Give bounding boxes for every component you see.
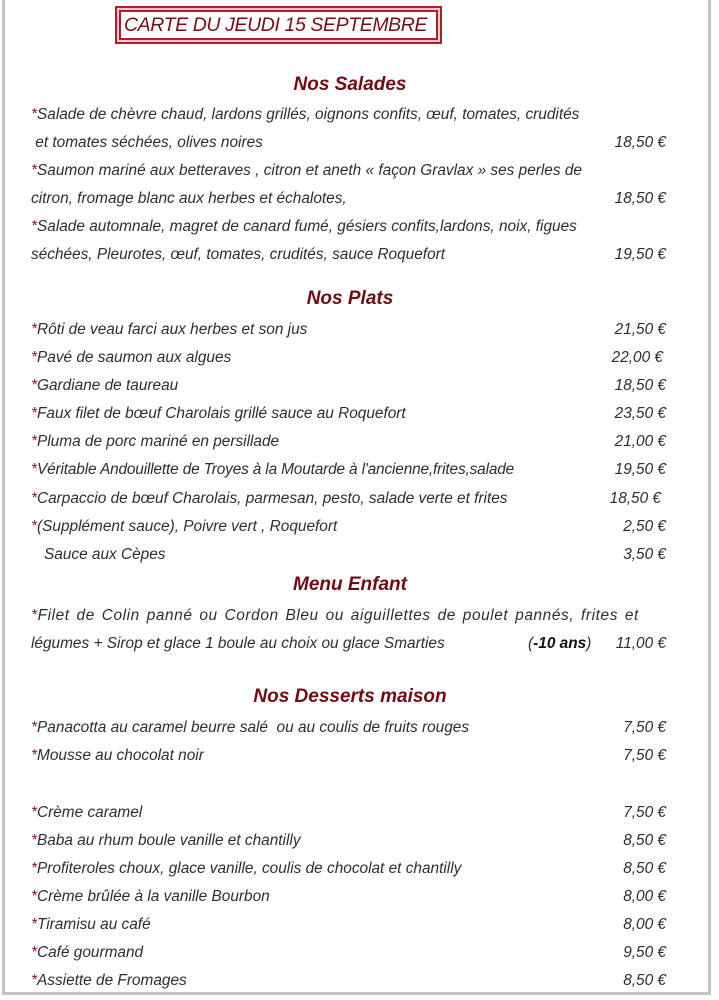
bullet-asterisk: * — [31, 888, 37, 905]
item-price: 9,50 € — [623, 944, 666, 961]
item-name-cont: citron, fromage blanc aux herbes et échalotes, — [31, 190, 347, 207]
bullet-asterisk: * — [31, 972, 37, 989]
item-price: 7,50 € — [623, 719, 666, 736]
item-price: 18,50 € — [614, 134, 666, 151]
item-name: Sauce aux Cèpes — [44, 546, 166, 563]
menu-title: CARTE DU JEUDI 15 SEPTEMBRE — [124, 13, 428, 36]
item-name: Pluma de porc mariné en persillade — [37, 433, 280, 450]
section-heading-salades: Nos Salades — [293, 74, 407, 95]
menu-item-salade-automnale — [31, 213, 671, 241]
item-price: 21,00 € — [614, 433, 666, 450]
bullet-asterisk: * — [31, 106, 37, 123]
item-name: Salade de chèvre chaud, lardons grillés, oignons confits, œuf, tomates, crudités — [37, 106, 580, 123]
bullet-asterisk: * — [31, 944, 37, 961]
menu-item-pluma-porc — [31, 428, 671, 456]
item-name: Crème caramel — [37, 804, 143, 821]
menu-item-cafe-gourmand — [31, 939, 671, 967]
item-price: 2,50 € — [623, 518, 666, 535]
menu-item-faux-filet — [31, 400, 671, 428]
age-limit: -10 ans — [533, 635, 587, 652]
item-price: 8,50 € — [623, 972, 666, 989]
menu-item-creme-caramel — [31, 799, 671, 827]
bullet-asterisk: * — [31, 349, 37, 366]
menu-item-profiteroles — [31, 855, 671, 883]
item-name-cont: et tomates séchées, olives noires — [31, 134, 263, 151]
menu-item-pave-saumon — [31, 344, 671, 372]
item-price: 18,50 € — [614, 190, 666, 207]
item-name: Baba au rhum boule vanille et chantilly — [37, 832, 301, 849]
section-heading-enfant: Menu Enfant — [293, 574, 407, 595]
item-name: Salade automnale, magret de canard fumé, gésiers confits,lardons, noix, figues — [37, 218, 577, 235]
bullet-asterisk: * — [31, 377, 37, 394]
item-price: 19,50 € — [614, 246, 666, 263]
item-name: Saumon mariné aux betteraves , citron et aneth « façon Gravlax » ses perles de — [37, 162, 582, 179]
menu-item-tiramisu — [31, 911, 671, 939]
bullet-asterisk: * — [31, 162, 37, 179]
item-name: Crème brûlée à la vanille Bourbon — [37, 888, 270, 905]
item-name: Véritable Andouillette de Troyes à la Moutarde à l'ancienne,frites,salade — [37, 461, 515, 478]
item-name: Carpaccio de bœuf Charolais, parmesan, pesto, salade verte et frites — [37, 490, 508, 507]
menu-item-salade-chevre — [31, 101, 671, 129]
bullet-asterisk: * — [31, 607, 38, 624]
bullet-asterisk: * — [31, 321, 37, 338]
item-price: 18,50 € — [614, 377, 666, 394]
bullet-asterisk: * — [31, 832, 37, 849]
menu-item-assiette-fromages — [31, 967, 671, 995]
item-name: Gardiane de taureau — [37, 377, 179, 394]
menu-item-roti-veau — [31, 316, 671, 344]
bullet-asterisk: * — [31, 218, 37, 235]
item-name: Faux filet de bœuf Charolais grillé sauce au Roquefort — [37, 405, 406, 422]
item-name-cont: légumes + Sirop et glace 1 boule au choix ou glace Smarties — [31, 635, 445, 652]
menu-item-supplement-sauce — [31, 513, 671, 541]
age-note: (-10 ans) — [528, 635, 592, 652]
section-heading-desserts: Nos Desserts maison — [253, 686, 447, 707]
bullet-asterisk: * — [31, 860, 37, 877]
menu-title-box — [115, 6, 442, 44]
item-price: 18,50 € — [609, 490, 661, 507]
menu-item-salade-chevre-cont — [31, 129, 671, 157]
menu-item-enfant-cont — [31, 630, 671, 658]
bullet-asterisk: * — [31, 490, 37, 507]
menu-title-inner — [119, 10, 438, 40]
item-name: Pavé de saumon aux algues — [37, 349, 232, 366]
item-price: 8,00 € — [623, 888, 666, 905]
item-price: 23,50 € — [614, 405, 666, 422]
item-price: 3,50 € — [623, 546, 666, 563]
bullet-asterisk: * — [31, 518, 37, 535]
item-name: Profiteroles choux, glace vanille, coulis de chocolat et chantilly — [37, 860, 462, 877]
item-price: 8,50 € — [623, 860, 666, 877]
bullet-asterisk: * — [31, 461, 37, 478]
item-price: 22,00 € — [611, 349, 663, 366]
item-name: Rôti de veau farci aux herbes et son jus — [37, 321, 308, 338]
menu-item-panacotta — [31, 714, 671, 742]
menu-item-andouillette — [31, 456, 671, 484]
bullet-asterisk: * — [31, 405, 37, 422]
item-name: Tiramisu au café — [37, 916, 151, 933]
item-price: 19,50 € — [614, 461, 666, 478]
item-name: Assiette de Fromages — [37, 972, 187, 989]
item-name: Filet de Colin panné ou Cordon Bleu ou aiguillettes de poulet pannés, frites et — [37, 607, 639, 624]
item-name-cont: séchées, Pleurotes, œuf, tomates, crudités, sauce Roquefort — [31, 246, 446, 263]
item-name: (Supplément sauce), Poivre vert , Roquefort — [37, 518, 338, 535]
bullet-asterisk: * — [31, 747, 37, 764]
item-name: Panacotta au caramel beurre salé ou au coulis de fruits rouges — [37, 719, 470, 736]
item-name: Mousse au chocolat noir — [37, 747, 204, 764]
item-price: 7,50 € — [623, 804, 666, 821]
menu-item-enfant — [31, 602, 671, 630]
section-heading-plats: Nos Plats — [306, 288, 394, 309]
item-price: 21,50 € — [614, 321, 666, 338]
item-name: Café gourmand — [37, 944, 144, 961]
menu-item-gardiane — [31, 372, 671, 400]
menu-item-saumon-gravlax-cont — [31, 185, 671, 213]
item-price: 7,50 € — [623, 747, 666, 764]
bullet-asterisk: * — [31, 719, 37, 736]
bullet-asterisk: * — [31, 433, 37, 450]
bullet-asterisk: * — [31, 804, 37, 821]
menu-item-baba-rhum — [31, 827, 671, 855]
menu-item-creme-brulee — [31, 883, 671, 911]
menu-item-sauce-cepes — [44, 541, 671, 569]
menu-item-carpaccio — [31, 485, 671, 513]
item-price: 8,00 € — [623, 916, 666, 933]
menu-item-salade-automnale-cont — [31, 241, 671, 269]
item-price: 8,50 € — [623, 832, 666, 849]
item-price: 11,00 € — [615, 635, 666, 652]
menu-item-mousse-chocolat — [31, 742, 671, 770]
menu-item-saumon-gravlax — [31, 157, 671, 185]
bullet-asterisk: * — [31, 916, 37, 933]
